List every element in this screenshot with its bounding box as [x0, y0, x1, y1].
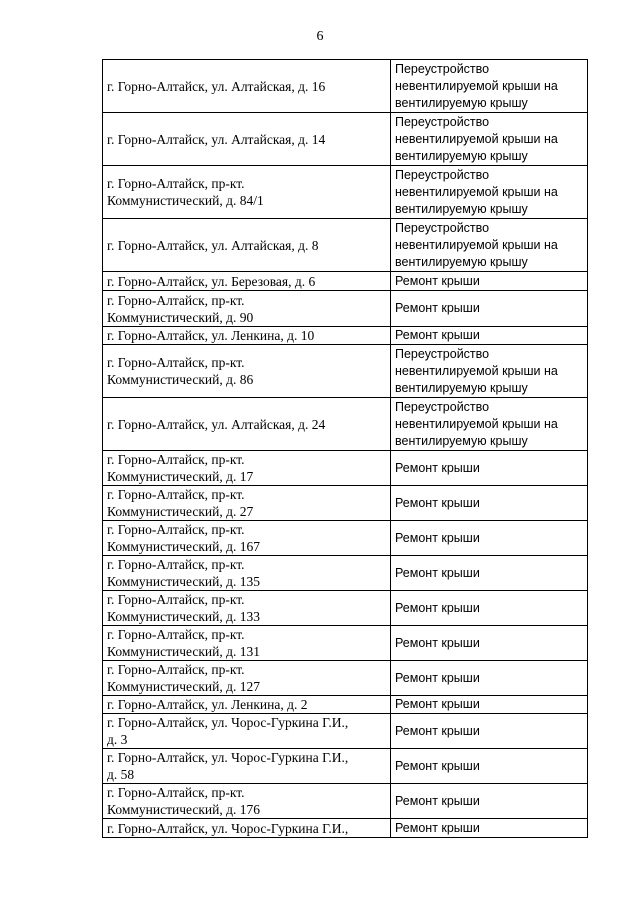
work-type-cell: Переустройство невентилируемой крыши на вентилируемую крышу — [391, 219, 588, 272]
address-cell: г. Горно-Алтайск, пр-кт. Коммунистический, д. 127 — [103, 661, 391, 696]
works-table-body — [103, 60, 588, 838]
address-cell: г. Горно-Алтайск, пр-кт. Коммунистический, д. 84/1 — [103, 166, 391, 219]
works-table — [102, 59, 588, 838]
address-cell: г. Горно-Алтайск, пр-кт. Коммунистический, д. 86 — [103, 345, 391, 398]
work-type-cell: Ремонт крыши — [391, 784, 588, 819]
table-row — [103, 166, 588, 219]
address-cell: г. Горно-Алтайск, ул. Алтайская, д. 14 — [103, 113, 391, 166]
table-row — [103, 696, 588, 714]
table-row — [103, 113, 588, 166]
address-cell: г. Горно-Алтайск, ул. Чорос-Гуркина Г.И., д. 3 — [103, 714, 391, 749]
address-cell: г. Горно-Алтайск, ул. Алтайская, д. 8 — [103, 219, 391, 272]
table-row — [103, 345, 588, 398]
table-row — [103, 398, 588, 451]
work-type-cell: Ремонт крыши — [391, 521, 588, 556]
work-type-cell: Ремонт крыши — [391, 591, 588, 626]
work-type-cell: Ремонт крыши — [391, 291, 588, 327]
address-cell: г. Горно-Алтайск, ул. Ленкина, д. 10 — [103, 327, 391, 345]
address-cell: г. Горно-Алтайск, ул. Чорос-Гуркина Г.И., — [103, 819, 391, 838]
table-row — [103, 60, 588, 113]
work-type-cell: Ремонт крыши — [391, 327, 588, 345]
address-cell: г. Горно-Алтайск, пр-кт. Коммунистический, д. 135 — [103, 556, 391, 591]
table-row — [103, 784, 588, 819]
address-cell: г. Горно-Алтайск, пр-кт. Коммунистический, д. 17 — [103, 451, 391, 486]
table-row — [103, 556, 588, 591]
table-row — [103, 626, 588, 661]
table-row — [103, 521, 588, 556]
address-cell: г. Горно-Алтайск, пр-кт. Коммунистический, д. 27 — [103, 486, 391, 521]
work-type-cell: Ремонт крыши — [391, 661, 588, 696]
address-cell: г. Горно-Алтайск, пр-кт. Коммунистический, д. 90 — [103, 291, 391, 327]
table-row — [103, 272, 588, 291]
work-type-cell: Ремонт крыши — [391, 451, 588, 486]
work-type-cell: Ремонт крыши — [391, 696, 588, 714]
work-type-cell: Ремонт крыши — [391, 556, 588, 591]
table-row — [103, 661, 588, 696]
address-cell: г. Горно-Алтайск, пр-кт. Коммунистический, д. 167 — [103, 521, 391, 556]
table-row — [103, 749, 588, 784]
table-row — [103, 591, 588, 626]
work-type-cell: Ремонт крыши — [391, 626, 588, 661]
page-number: 6 — [316, 29, 324, 44]
address-cell: г. Горно-Алтайск, ул. Алтайская, д. 24 — [103, 398, 391, 451]
table-row — [103, 486, 588, 521]
table-row — [103, 219, 588, 272]
table-row — [103, 327, 588, 345]
table-row — [103, 291, 588, 327]
table-row — [103, 451, 588, 486]
table-row — [103, 819, 588, 838]
work-type-cell: Ремонт крыши — [391, 486, 588, 521]
address-cell: г. Горно-Алтайск, пр-кт. Коммунистический, д. 131 — [103, 626, 391, 661]
address-cell: г. Горно-Алтайск, ул. Чорос-Гуркина Г.И., д. 58 — [103, 749, 391, 784]
work-type-cell: Ремонт крыши — [391, 714, 588, 749]
work-type-cell: Переустройство невентилируемой крыши на вентилируемую крышу — [391, 60, 588, 113]
work-type-cell: Переустройство невентилируемой крыши на вентилируемую крышу — [391, 398, 588, 451]
address-cell: г. Горно-Алтайск, ул. Ленкина, д. 2 — [103, 696, 391, 714]
work-type-cell: Ремонт крыши — [391, 819, 588, 838]
address-cell: г. Горно-Алтайск, пр-кт. Коммунистический, д. 133 — [103, 591, 391, 626]
work-type-cell: Переустройство невентилируемой крыши на вентилируемую крышу — [391, 166, 588, 219]
work-type-cell: Ремонт крыши — [391, 272, 588, 291]
work-type-cell: Переустройство невентилируемой крыши на вентилируемую крышу — [391, 345, 588, 398]
work-type-cell: Ремонт крыши — [391, 749, 588, 784]
address-cell: г. Горно-Алтайск, пр-кт. Коммунистический, д. 176 — [103, 784, 391, 819]
work-type-cell: Переустройство невентилируемой крыши на вентилируемую крышу — [391, 113, 588, 166]
address-cell: г. Горно-Алтайск, ул. Березовая, д. 6 — [103, 272, 391, 291]
address-cell: г. Горно-Алтайск, ул. Алтайская, д. 16 — [103, 60, 391, 113]
table-row — [103, 714, 588, 749]
